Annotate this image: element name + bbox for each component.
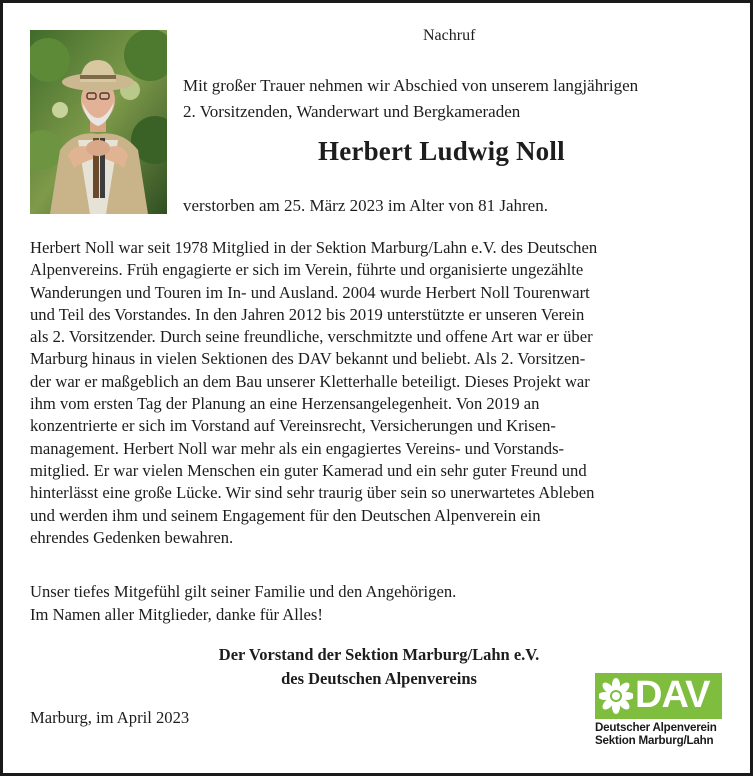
- signature-line: Der Vorstand der Sektion Marburg/Lahn e.V.: [218, 645, 540, 664]
- condolence-text: [30, 580, 456, 626]
- body-line: Marburg hinaus in vielen Sektionen des DAV bekannt und beliebt. Als 2. Vorsitzen-: [30, 349, 586, 369]
- signature-line: des Deutschen Alpenvereins: [281, 669, 477, 688]
- body-line: Alpenvereins. Früh engagierte er sich im Verein, führte und organisierte ungezählte: [30, 260, 584, 280]
- death-date: verstorben am 25. März 2023 im Alter von 81 Jahren.: [183, 196, 548, 215]
- body-line: mitglied. Er war vielen Menschen ein guter Kamerad und ein sehr guter Freund und: [30, 460, 587, 480]
- intro-text: [183, 73, 743, 125]
- body-line: management. Herbert Noll war mehr als ein engagiertes Vereins- und Vorstands-: [30, 438, 565, 458]
- body-line: Herbert Noll war seit 1978 Mitglied in der Sektion Marburg/Lahn e.V. des Deutschen: [30, 238, 598, 257]
- body-line: der war er maßgeblich an dem Bau unserer Kletterhalle beteiligt. Dieses Projekt war: [30, 371, 590, 391]
- body-text: [30, 237, 730, 549]
- dav-logo-box: [595, 673, 722, 719]
- body-line: als 2. Vorsitzender. Durch seine freundliche, verschmitzte und offene Art war er über: [30, 327, 593, 347]
- portrait-photo: [30, 30, 167, 214]
- body-line: Wanderungen und Touren im In- und Ausland. 2004 wurde Herbert Noll Tourenwart: [30, 282, 590, 302]
- signature-block: [103, 643, 655, 691]
- notice-heading: Nachruf: [423, 27, 476, 44]
- logo-line-2: Sektion Marburg/Lahn: [595, 734, 714, 747]
- body-line: ehrendes Gedenken bewahren.: [30, 527, 234, 547]
- edelweiss-icon: [599, 677, 633, 715]
- place-date: Marburg, im April 2023: [30, 708, 190, 727]
- intro-line: 2. Vorsitzenden, Wanderwart und Bergkameraden: [183, 102, 521, 121]
- body-line: und Teil des Vorstandes. In den Jahren 2012 bis 2019 unterstützte er unseren Verein: [30, 304, 585, 324]
- body-line: hinterlässt eine große Lücke. Wir sind sehr traurig über sein so unerwartetes Ableben: [30, 483, 595, 503]
- intro-line: Mit großer Trauer nehmen wir Abschied von unserem langjährigen: [183, 76, 639, 95]
- body-line: konzentrierte er sich im Vorstand auf Vereinsrecht, Versicherungen und Krisen-: [30, 416, 556, 436]
- deceased-name: Herbert Ludwig Noll: [318, 136, 565, 166]
- closing-line: Im Namen aller Mitglieder, danke für Alles!: [30, 605, 323, 624]
- body-line: ihm vom ersten Tag der Planung an eine Herzensangelegenheit. Von 2019 an: [30, 394, 540, 414]
- dav-wordmark: DAV: [635, 674, 710, 716]
- body-line: und werden ihm und seinem Engagement für den Deutschen Alpenverein ein: [30, 505, 541, 525]
- logo-line-1: Deutscher Alpenverein: [595, 721, 717, 734]
- dav-logo: [595, 673, 725, 753]
- closing-line: Unser tiefes Mitgefühl gilt seiner Familie und den Angehörigen.: [30, 582, 457, 601]
